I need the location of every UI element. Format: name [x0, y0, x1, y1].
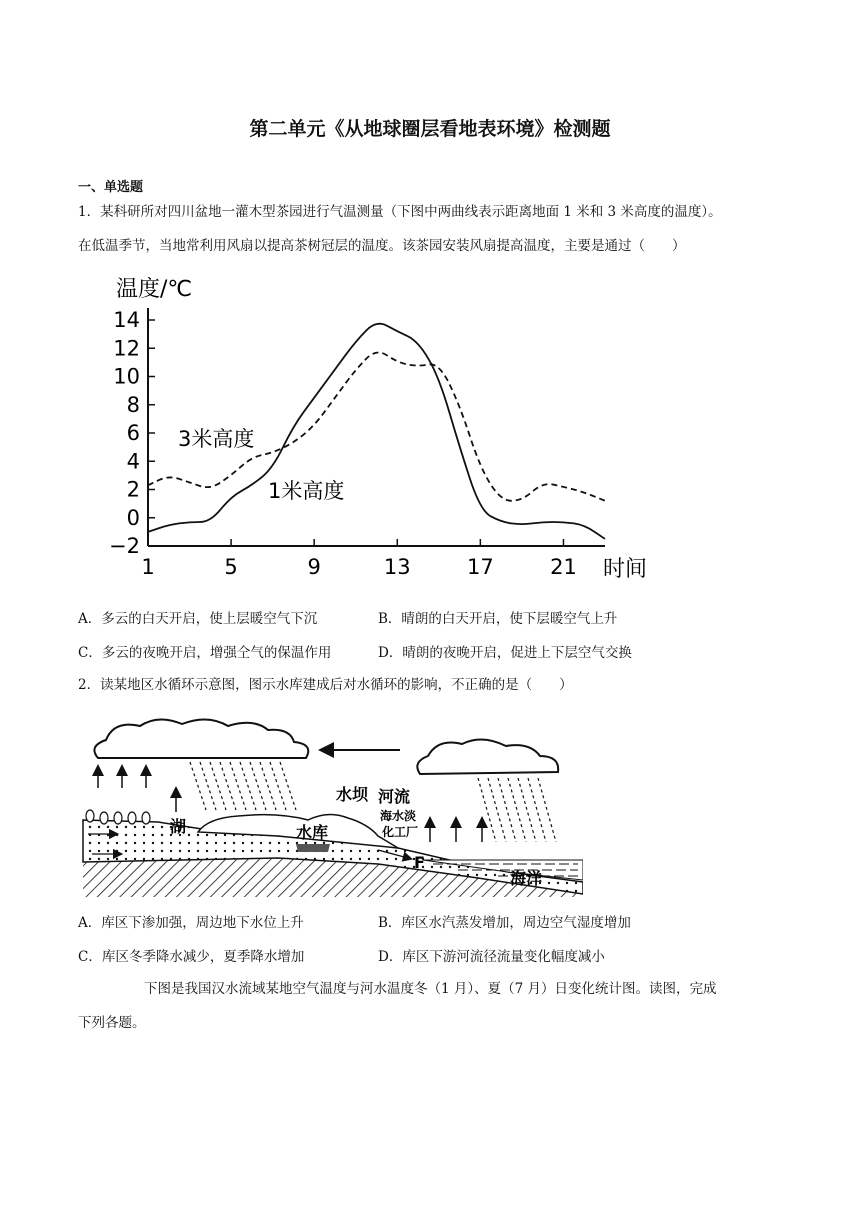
label-lake: 湖 — [170, 817, 187, 836]
page-title: 第二单元《从地球圈层看地表环境》检测题 — [249, 118, 611, 140]
cloud-left-icon — [94, 719, 308, 758]
x-tick-label: 17 — [466, 555, 494, 579]
section-heading: 一、单选题 — [78, 180, 144, 195]
x-tick-label: 13 — [383, 555, 411, 579]
q2-option-a[interactable]: A．库区下渗加强，周边地下水位上升 — [78, 915, 304, 931]
q2-stem: 2．读某地区水循环示意图，图示水库建成后对水循环的影响，不正确的是（ ） — [78, 677, 573, 693]
intro-line1: 下图是我国汉水流域某地空气温度与河水温度冬（1 月）、夏（7 月）日变化统计图。读图，完成 — [144, 981, 717, 997]
water-cycle-diagram — [78, 712, 583, 897]
q2-option-b[interactable]: B．库区水汽蒸发增加，周边空气湿度增加 — [378, 915, 631, 931]
q1-option-b[interactable]: B．晴朗的白天开启，使下层暖空气上升 — [378, 611, 618, 627]
temperature-chart — [100, 270, 660, 590]
chart-xlabel: 时间 — [603, 557, 648, 582]
y-tick-label: 6 — [126, 421, 140, 445]
label-ocean: 海洋 — [510, 869, 543, 888]
reservoir-icon — [296, 844, 330, 852]
y-tick-label: 10 — [113, 364, 140, 389]
q2-option-c[interactable]: C．库区冬季降水减少，夏季降水增加 — [78, 949, 305, 965]
y-tick-label: −2 — [109, 534, 140, 558]
x-tick-label: 5 — [224, 555, 238, 579]
label-desal: 海水淡 — [380, 809, 417, 823]
series-label-3m: 3米高度 — [178, 427, 255, 451]
label-river: 河流 — [378, 787, 411, 806]
cloud-right-icon — [417, 739, 558, 774]
series-label-1m: 1米高度 — [268, 479, 345, 503]
x-tick-label: 9 — [307, 555, 321, 579]
x-tick-label: 1 — [141, 555, 155, 579]
y-tick-label: 4 — [126, 449, 140, 474]
y-tick-label: 0 — [126, 505, 140, 530]
q1-stem-line1: 1．某科研所对四川盆地一灌木型茶园进行气温测量（下图中两曲线表示距离地面 1 米和 3 米高度的温度）。 — [78, 204, 722, 220]
chart-ylabel: 温度/℃ — [116, 277, 193, 302]
x-tick-label: 21 — [550, 555, 577, 579]
rain-left-icon — [190, 762, 296, 810]
y-tick-label: 12 — [113, 336, 140, 361]
q2-option-d[interactable]: D．库区下游河流径流量变化幅度减小 — [378, 949, 605, 965]
y-tick-label: 8 — [126, 392, 140, 417]
rain-right-icon — [478, 778, 556, 842]
label-dam: 水坝 — [336, 785, 369, 804]
label-reservoir: 水库 — [296, 823, 329, 842]
q1-option-a[interactable]: A．多云的白天开启，使上层暖空气下沉 — [78, 611, 318, 627]
label-desal2: 化工厂 — [382, 825, 419, 839]
q1-option-d[interactable]: D．晴朗的夜晚开启，促进上下层空气交换 — [378, 645, 632, 661]
y-tick-label: 2 — [126, 477, 140, 502]
q1-stem-line2: 在低温季节，当地常利用风扇以提高茶树冠层的温度。该茶园安装风扇提高温度，主要是通过（ ） — [78, 238, 686, 254]
intro-line2: 下列各题。 — [78, 1015, 146, 1031]
q1-option-c[interactable]: C．多云的夜晚开启，增强仝气的保温作用 — [78, 645, 332, 661]
y-tick-label: 14 — [113, 308, 140, 332]
label-f: F — [414, 853, 425, 872]
